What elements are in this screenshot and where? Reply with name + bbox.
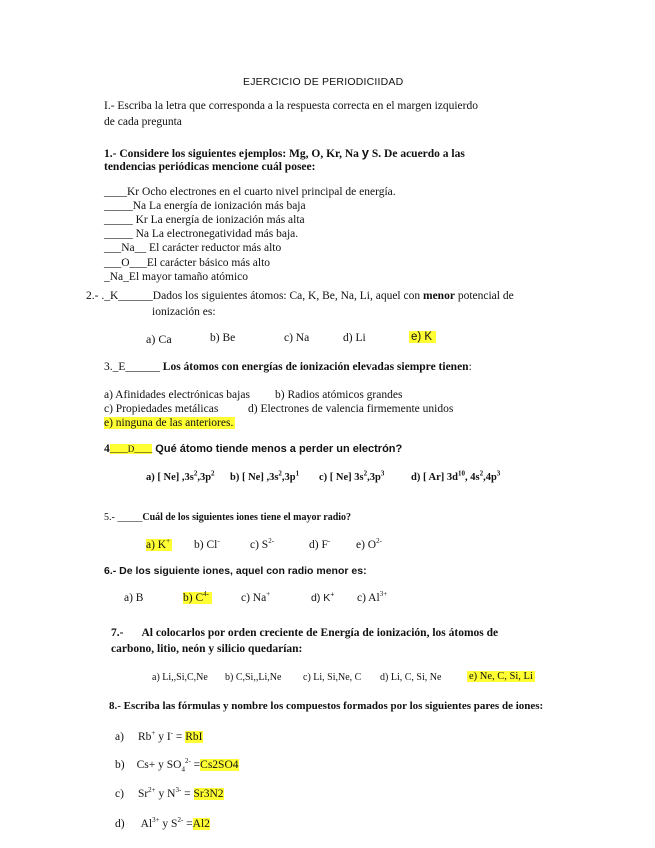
q6-option-c <box>241 592 270 604</box>
q2-option-e: e) K <box>409 331 436 343</box>
q2-number: 2.- . <box>86 290 105 302</box>
q5-option-c-t: c) S <box>250 539 269 551</box>
q8-item-c-eq: = <box>181 788 194 800</box>
q1-line-1-b: S. De acuerdo a las <box>369 148 465 160</box>
q8-item-c <box>115 788 224 800</box>
q2-line-2: ionización es: <box>152 306 216 318</box>
q4-option-c-e1: 2 <box>363 469 368 478</box>
q8-item-d <box>115 818 210 830</box>
q6-option-a: a) B <box>124 592 144 604</box>
q4-answer: ____D____ <box>109 444 153 454</box>
q8-item-a-s2: - <box>170 729 173 738</box>
q4-option-d-e2: 2 <box>479 469 484 478</box>
q6-question: 6.- De los siguiente iones, aquel con radio menor es: <box>104 565 367 577</box>
q2-line-1 <box>86 290 514 302</box>
q2-text-bold: menor <box>423 290 455 302</box>
q1-item-5-text: El carácter reductor más alto <box>146 242 282 254</box>
q1-item-6-answer: ___O___ <box>104 257 147 269</box>
q1-item-6 <box>104 257 270 269</box>
q5-option-e-t: e) O <box>356 539 377 551</box>
q1-item-1-text: Ocho electrones en el cuarto nivel principal de energía. <box>139 186 396 198</box>
q1-line-1 <box>104 145 465 160</box>
q7-line-2: carbono, litio, neón y silicio quedarían: <box>111 643 303 655</box>
q1-item-3 <box>104 214 305 226</box>
q1-item-1-answer: ____Kr <box>104 186 140 198</box>
q1-item-2 <box>104 200 306 212</box>
q8-item-a <box>115 731 203 743</box>
q8-item-d-s1: 3+ <box>152 816 160 825</box>
q2-text-a: Dados los siguientes átomos: Ca, K, Be, Na, Li, aquel con <box>152 290 423 302</box>
q2-option-b: b) Be <box>210 332 236 344</box>
q8-item-a-p1: Rb <box>137 731 152 743</box>
q7-number: 7.- <box>111 627 124 639</box>
q6-option-c-t: c) Na <box>241 592 267 604</box>
q4-option-d-e1: 10 <box>457 469 465 478</box>
q8-question: 8.- Escriba las fórmulas y nombre los compuestos formados por los siguientes pares de iones: <box>109 700 544 712</box>
q1-item-2-answer: _____Na <box>104 200 147 212</box>
q5-option-b-s: - <box>217 537 220 546</box>
q8-item-b-sub: 4 <box>181 765 185 774</box>
q8-item-c-label: c) <box>115 788 124 800</box>
q4-option-a-e2: 2 <box>211 469 215 478</box>
document-title: EJERCICIO DE PERIODICIIDAD <box>243 76 404 88</box>
q3-colon: : <box>468 361 472 373</box>
q1-item-7-text: El mayor tamaño atómico <box>128 271 249 283</box>
q6-option-c-s: + <box>266 590 271 599</box>
q8-item-b <box>115 757 239 774</box>
q8-item-d-p1: Al <box>140 818 153 830</box>
q6-option-e <box>357 592 387 604</box>
q8-item-c-y: y N <box>155 788 176 800</box>
q5-option-c <box>250 539 274 551</box>
q4-text: Qué átomo tiende menos a perder un electrón? <box>152 443 403 455</box>
q4-option-a <box>146 469 215 483</box>
q6-option-e-t: c) Al <box>357 592 380 604</box>
q8-item-d-answer: Al2 <box>192 818 210 830</box>
q5-text: Cuál de los siguientes iones tiene el mayor radio? <box>142 512 352 523</box>
q5-option-e-s: 2- <box>376 537 382 546</box>
q1-line-1-y: y <box>361 145 370 160</box>
q5-option-d-s: - <box>327 537 331 546</box>
q4-option-d-n: ,4p <box>483 472 497 483</box>
q8-item-a-answer: RbI <box>185 731 203 743</box>
q2-answer: _K______ <box>104 290 153 302</box>
q4-option-b-l: b) [ Ne] ,3s <box>230 472 279 483</box>
q1-item-3-text: Kr La energía de ionización más alta <box>132 214 305 226</box>
q3-answer: 3._E______ <box>104 361 160 373</box>
q3-option-a: a) Afinidades electrónicas bajas <box>104 389 250 401</box>
q7-option-c: c) Li, Si,Ne, C <box>303 672 362 683</box>
q1-item-4-text: Na La electronegatividad más baja. <box>132 228 299 240</box>
q4-option-c-l: c) [ Ne] 3s <box>319 472 364 483</box>
q8-item-d-label: d) <box>115 818 125 830</box>
q4-option-a-e1: 2 <box>193 469 198 478</box>
q1-item-1 <box>104 186 396 198</box>
q1-item-4-answer: _____ <box>104 228 133 240</box>
q4-option-c-m: ,3p <box>367 472 381 483</box>
q1-line-1-a: 1.- Considere los siguientes ejemplos: Mg, O, Kr, Na <box>104 148 362 160</box>
q2-option-a: a) Ca <box>146 332 172 346</box>
q1-item-2-text: La energía de ionización más baja <box>146 200 306 212</box>
q7-option-d: d) Li, C, Si, Ne <box>380 672 442 683</box>
q4-option-a-m: ,3p <box>197 472 212 483</box>
q6-option-d <box>311 592 334 604</box>
q5-answer: 5.- _____ <box>104 512 143 523</box>
q8-item-a-s1: + <box>151 729 156 738</box>
q7-option-b: b) C,Si,,Li,Ne <box>225 672 282 683</box>
q8-item-c-s2: 3- <box>175 786 182 795</box>
q1-item-4 <box>104 228 298 240</box>
q6-option-b-s: 4- <box>203 590 209 599</box>
q8-item-b-answer: Cs2SO4 <box>200 759 239 771</box>
q8-item-c-answer: Sr3N2 <box>193 788 224 800</box>
q8-item-b-s2: 2- <box>184 757 191 766</box>
q5-option-a <box>146 539 172 551</box>
q7-text: colocarlos por orden creciente de Energía de ionización, los átomos de <box>152 627 499 639</box>
q6-option-e-s: 3+ <box>379 590 388 599</box>
q6-option-d-s: + <box>330 591 335 599</box>
q3-text: Los átomos con energías de ionización elevadas siempre tienen <box>159 361 469 373</box>
q5-option-a-s: + <box>166 537 171 546</box>
q1-item-3-answer: _____ <box>104 214 133 226</box>
q5-option-d <box>309 539 330 551</box>
q5-option-e <box>356 539 382 551</box>
q4-option-b-m: ,3p <box>281 472 296 483</box>
q7-option-a: a) Li,,Si,C,Ne <box>152 672 208 683</box>
q8-item-d-s2: 2- <box>177 816 184 825</box>
q7-option-e: e) Ne, C, Si, Li <box>469 671 533 682</box>
q7-al: Al <box>141 627 153 639</box>
q8-item-d-y: y S <box>159 818 178 830</box>
q3-option-d: d) Electrones de valencia firmemente unidos <box>248 403 454 415</box>
q2-text-b: potencial de <box>454 290 514 302</box>
q8-item-a-label: a) <box>115 731 124 743</box>
q7-line-1 <box>111 627 498 639</box>
q3-option-b: b) Radios atómicos grandes <box>275 389 403 401</box>
q1-line-2: tendencias periódicas mencione cuál posee: <box>104 161 316 173</box>
q8-item-b-label: b) <box>115 759 125 771</box>
q1-item-5 <box>104 242 281 254</box>
q6-option-b <box>183 592 212 604</box>
q5-option-b-t: b) Cl <box>194 539 218 551</box>
q4-option-b-e2: 1 <box>295 469 300 478</box>
intro-line-1: I.- Escriba la letra que corresponda a la respuesta correcta en el margen izquierdo <box>104 100 478 112</box>
q3-question <box>104 361 472 373</box>
q2-option-c: c) Na <box>284 332 310 344</box>
q8-item-a-eq: = <box>173 731 186 743</box>
q5-option-d-t: d) F <box>309 539 328 551</box>
q1-item-6-text: El carácter básico más alto <box>146 257 271 269</box>
q4-option-b <box>230 469 300 483</box>
q4-question <box>104 443 402 455</box>
q8-item-b-eq: = <box>190 759 201 771</box>
q6-option-b-t: b) C <box>183 592 204 604</box>
intro-line-2: de cada pregunta <box>104 116 182 128</box>
q3-option-c: c) Propiedades metálicas <box>104 403 219 415</box>
q4-number: 4 <box>104 443 110 455</box>
q8-item-b-p1: Cs+ y SO <box>136 759 182 771</box>
q8-item-c-p1: Sr <box>137 788 149 800</box>
q4-option-d <box>411 469 501 483</box>
q8-item-c-s1: 2+ <box>148 786 156 795</box>
q5-option-b <box>194 539 220 551</box>
q4-option-d-l: d) [ Ar] 3d <box>411 472 458 483</box>
q8-item-a-y: y I <box>155 731 171 743</box>
q6-option-d-t: d) K <box>311 592 331 604</box>
q5-option-a-t: a) K <box>146 539 167 551</box>
q8-item-d-eq: = <box>183 818 193 830</box>
q1-item-7-answer: _Na_ <box>104 271 129 283</box>
q4-option-a-l: a) [ Ne] ,3s <box>146 472 194 483</box>
q1-item-5-answer: ___Na__ <box>104 242 147 254</box>
q3-option-e: e) ninguna de las anteriores. <box>104 417 234 429</box>
q5-question <box>104 512 351 523</box>
q5-option-c-s: 2- <box>268 537 275 546</box>
q4-option-b-e1: 2 <box>278 469 282 478</box>
q4-option-c <box>319 469 385 483</box>
q4-option-d-e3: 3 <box>496 469 501 478</box>
q1-item-7 <box>104 271 248 283</box>
q2-option-d: d) Li <box>343 332 366 344</box>
q4-option-c-e2: 3 <box>380 469 385 478</box>
q4-option-d-m: , 4s <box>464 472 480 483</box>
